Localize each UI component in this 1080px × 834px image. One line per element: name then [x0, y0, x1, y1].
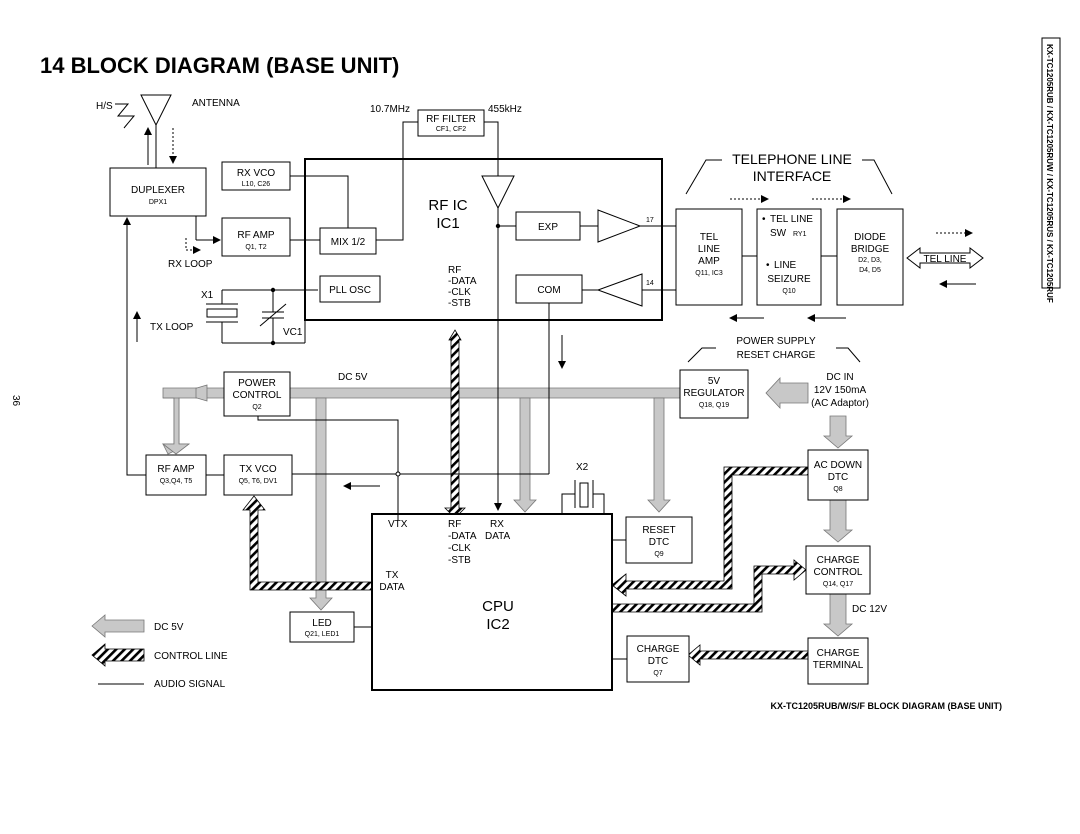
tx-vco-block: [224, 455, 292, 495]
rf-amp-rx-block: [222, 218, 290, 256]
svg-text:L10, C26: L10, C26: [241, 181, 271, 188]
page-number: 36: [10, 395, 21, 407]
exp-block: [516, 212, 580, 240]
antenna-label: ANTENNA: [192, 98, 240, 109]
svg-text:•: •: [762, 214, 766, 225]
svg-text:DPX1: DPX1: [148, 199, 168, 206]
svg-text:RY1: RY1: [793, 231, 807, 238]
rx-vco-block: [222, 162, 290, 190]
svg-text:RF AMP: RF AMP: [157, 464, 195, 475]
svg-text:RF FILTER: RF FILTER: [426, 114, 476, 125]
page-title: 14 BLOCK DIAGRAM (BASE UNIT): [40, 53, 400, 78]
svg-text:AMP: AMP: [698, 256, 720, 267]
rf-filter-block: [418, 110, 484, 136]
power-supply-l1: POWER SUPPLY: [736, 336, 816, 347]
svg-text:Q7: Q7: [653, 670, 663, 677]
cpu-data: -DATA: [448, 531, 477, 542]
svg-text:Q14, Q17: Q14, Q17: [822, 581, 854, 588]
svg-text:DTC: DTC: [827, 472, 849, 483]
dc-in-l2: 12V 150mA: [813, 385, 867, 396]
cpu-vtx: VTX: [388, 519, 408, 530]
svg-text:LINE: LINE: [774, 260, 797, 271]
cpu-rx: RX: [490, 519, 504, 530]
crystal-x2-symbol: [562, 480, 604, 514]
x1-label: X1: [201, 290, 214, 301]
side-label: KX-TC1205RUB / KX-TC1205RUW / KX-TC1205RUS / KX-TC1205RUF: [1045, 44, 1054, 303]
charge-dtc-block: [627, 636, 689, 682]
tel-line-amp-block: [676, 209, 742, 305]
svg-text:Q21, LED1: Q21, LED1: [304, 631, 340, 638]
power-control-block: [224, 372, 290, 416]
mix-block: [320, 228, 376, 254]
led-block: [290, 612, 354, 642]
rf-ic-rf: RF: [448, 265, 462, 276]
svg-text:•: •: [766, 260, 770, 271]
svg-text:COM: COM: [537, 285, 561, 296]
reset-dtc-block: [626, 517, 692, 563]
cpu-clk: -CLK: [448, 543, 471, 554]
svg-text:DTC: DTC: [648, 537, 670, 548]
cpu-ref: IC2: [486, 616, 510, 633]
svg-text:Q1, T2: Q1, T2: [245, 244, 267, 251]
dc-in-l3: (AC Adaptor): [811, 398, 869, 409]
svg-text:TEL LINE: TEL LINE: [770, 214, 813, 225]
cpu-tx-data: DATA: [379, 582, 405, 593]
svg-text:Q9: Q9: [654, 551, 664, 558]
svg-text:CHARGE: CHARGE: [816, 648, 860, 659]
cpu-name: CPU: [482, 598, 514, 615]
telephone-interface-l1: TELEPHONE LINE: [732, 151, 852, 167]
tx-loop-label: TX LOOP: [150, 322, 194, 333]
svg-text:CONTROL: CONTROL: [813, 567, 863, 578]
svg-text:DUPLEXER: DUPLEXER: [131, 185, 185, 196]
telephone-interface-l2: INTERFACE: [752, 168, 832, 184]
duplexer-block: [110, 168, 206, 216]
pll-osc-block: [320, 276, 380, 302]
svg-text:D4, D5: D4, D5: [859, 267, 881, 274]
svg-text:Q2: Q2: [252, 404, 262, 411]
cpu-rx-data: DATA: [485, 531, 511, 542]
rf-ic-stb: -STB: [448, 298, 471, 309]
rx-loop-label: RX LOOP: [168, 259, 213, 270]
rf-ic-clk: -CLK: [448, 287, 471, 298]
cpu-rf: RF: [448, 519, 462, 530]
svg-text:TERMINAL: TERMINAL: [812, 660, 864, 671]
svg-text:TX VCO: TX VCO: [239, 464, 277, 475]
regulator-block: [680, 370, 748, 418]
legend-dc5v-label: DC 5V: [154, 622, 184, 633]
cpu-stb: -STB: [448, 555, 471, 566]
svg-text:CF1, CF2: CF1, CF2: [435, 126, 467, 133]
svg-text:LINE: LINE: [697, 244, 721, 255]
rf-filter-freq-in: 10.7MHz: [370, 104, 411, 115]
rf-ic-data: -DATA: [448, 276, 477, 287]
pin-17: 17: [646, 217, 654, 224]
legend: [92, 615, 228, 690]
svg-text:MIX 1/2: MIX 1/2: [330, 237, 366, 248]
charge-terminal-block: [808, 638, 868, 684]
svg-text:5V: 5V: [707, 376, 721, 387]
vc1-label: VC1: [283, 327, 303, 338]
x2-label: X2: [576, 462, 589, 473]
svg-text:Q8: Q8: [833, 486, 843, 493]
svg-text:CHARGE: CHARGE: [816, 555, 860, 566]
svg-text:CONTROL: CONTROL: [232, 390, 282, 401]
svg-text:PLL OSC: PLL OSC: [329, 285, 371, 296]
svg-text:D2, D3,: D2, D3,: [858, 257, 882, 264]
svg-text:Q11, IC3: Q11, IC3: [695, 270, 723, 277]
hs-label: H/S: [96, 101, 113, 112]
dc-in-l1: DC IN: [826, 372, 854, 383]
legend-control-swatch: [92, 644, 144, 666]
svg-text:POWER: POWER: [238, 378, 276, 389]
cpu-tx: TX: [385, 570, 399, 581]
diode-bridge-block: [837, 209, 903, 305]
rf-filter-freq-out: 455kHz: [488, 104, 522, 115]
svg-text:REGULATOR: REGULATOR: [683, 388, 745, 399]
svg-text:TEL: TEL: [699, 232, 719, 243]
dc5v-label: DC 5V: [338, 372, 368, 383]
svg-text:DIODE: DIODE: [854, 232, 886, 243]
charge-control-block: [806, 546, 870, 594]
legend-audio-label: AUDIO SIGNAL: [154, 679, 226, 690]
svg-text:SW: SW: [770, 228, 787, 239]
svg-text:RESET: RESET: [642, 525, 676, 536]
svg-text:Q10: Q10: [782, 288, 796, 295]
svg-text:LED: LED: [312, 618, 332, 629]
antenna-symbol: [141, 95, 173, 168]
rf-amp-tx-block: [146, 455, 206, 495]
power-supply-l2: RESET CHARGE: [736, 350, 816, 361]
tel-line-sw-block: [757, 209, 821, 305]
svg-text:EXP: EXP: [537, 222, 559, 233]
wireless-icon: [115, 104, 134, 128]
rf-ic-ref: IC1: [436, 215, 460, 232]
dc12v-label: DC 12V: [852, 604, 888, 615]
svg-text:Q5, T6, DV1: Q5, T6, DV1: [238, 478, 278, 485]
com-block: [516, 275, 582, 303]
legend-control-label: CONTROL LINE: [154, 651, 228, 662]
svg-text:DTC: DTC: [647, 656, 669, 667]
svg-text:Q18, Q19: Q18, Q19: [698, 402, 730, 409]
legend-dc5v-swatch: [92, 615, 144, 637]
svg-text:Q3,Q4, T5: Q3,Q4, T5: [159, 478, 193, 485]
diagram-caption: KX-TC1205RUB/W/S/F BLOCK DIAGRAM (BASE UNIT): [770, 701, 1002, 711]
rf-ic-name: RF IC: [428, 197, 468, 214]
pin-14: 14: [646, 280, 654, 287]
svg-text:AC DOWN: AC DOWN: [813, 460, 863, 471]
svg-text:RF AMP: RF AMP: [237, 230, 275, 241]
svg-text:BRIDGE: BRIDGE: [850, 244, 890, 255]
svg-text:SEIZURE: SEIZURE: [767, 274, 811, 285]
tel-line-label: TEL LINE: [923, 254, 967, 265]
svg-text:CHARGE: CHARGE: [636, 644, 680, 655]
svg-text:RX VCO: RX VCO: [236, 168, 276, 179]
ac-down-dtc-block: [808, 450, 868, 500]
